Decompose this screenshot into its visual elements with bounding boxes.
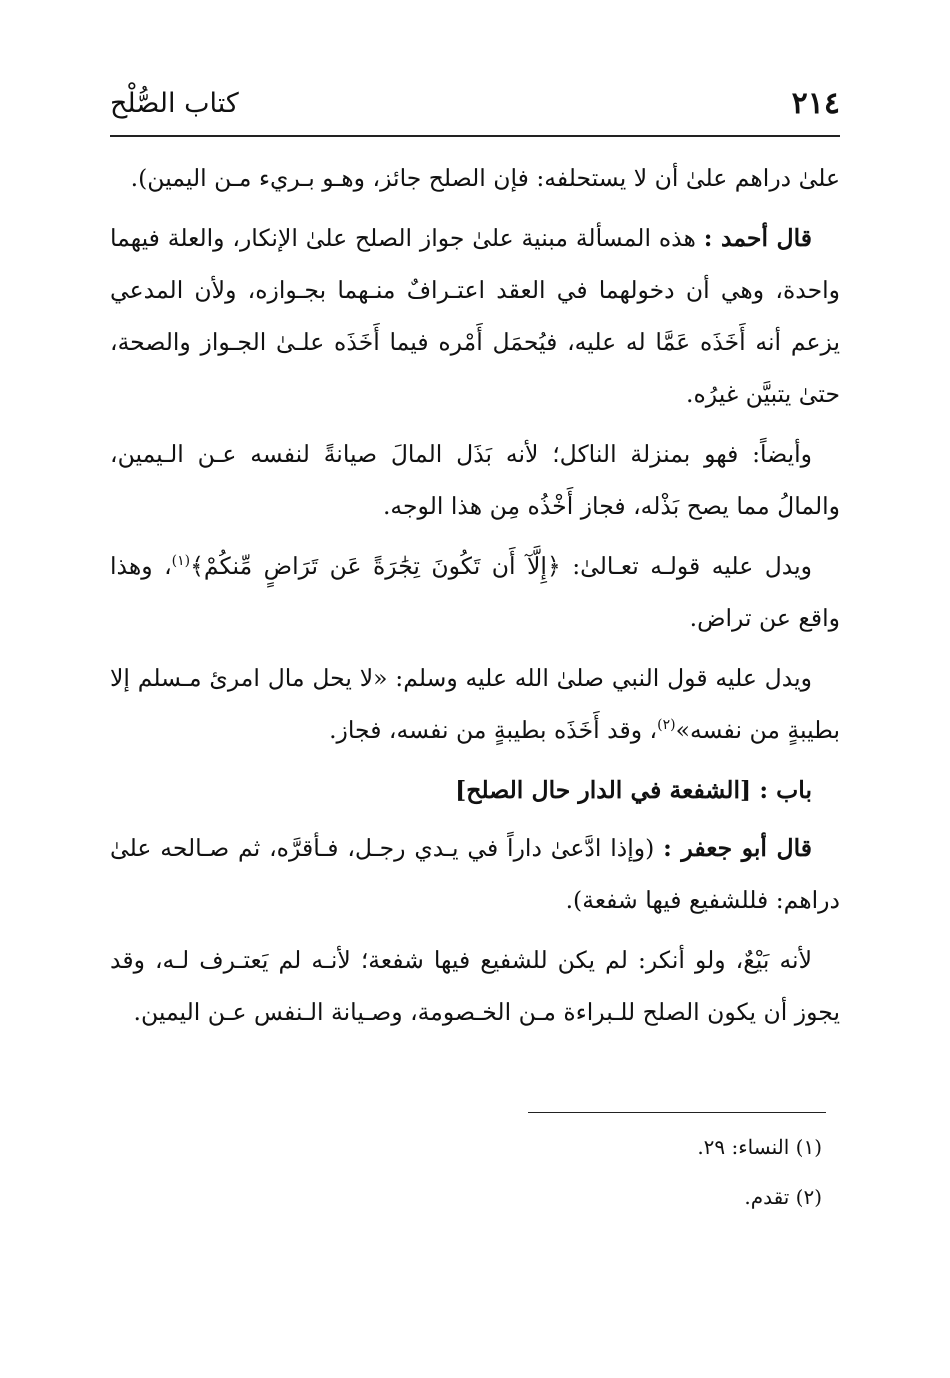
chapter-heading bbox=[110, 764, 840, 816]
paragraph-5-after: ، وقد أَخَذَه بطيبةٍ من نفسه، فجاز. bbox=[329, 716, 658, 744]
quran-verse: ﴿إِلَّآ أَن تَكُونَ تِجَٰرَةً عَن تَرَاضٍ مِّنكُمْ﴾ bbox=[190, 552, 561, 580]
paragraph-3 bbox=[110, 428, 840, 532]
footnote-ref-1: (١) bbox=[171, 553, 191, 570]
chapter-label: باب : bbox=[759, 776, 812, 804]
footnote-1: (١) النساء: ٢٩. bbox=[697, 1135, 822, 1159]
paragraph-7-text: لأنه بَيْعٌ، ولو أنكر: لم يكن للشفيع فيها شفعة؛ لأنـه لم يَعتـرف لـه، وقد يجوز أن يكون الصلح للـبراءة مـن الخـصومة، وصـيانة الـنفس عـن اليمين. bbox=[110, 946, 840, 1026]
page-header bbox=[110, 82, 840, 126]
chapter-title: [الشفعة في الدار حال الصلح] bbox=[455, 776, 752, 804]
paragraph-2-lead: قال أحمد : bbox=[703, 224, 813, 252]
footnote-separator bbox=[528, 1112, 826, 1113]
paragraph-1 bbox=[110, 152, 840, 204]
paragraph-6-lead: قال أبو جعفر : bbox=[663, 834, 812, 862]
paragraph-4-after: ، وهذا واقع عن تراض. bbox=[110, 552, 840, 632]
paragraph-5-before: ويدل عليه قول النبي صلىٰ الله عليه وسلم: «لا يحل مال امرئ مـسلم إلا بطيبةٍ من نفسه» bbox=[110, 664, 840, 744]
paragraph-1-text: علىٰ دراهم علىٰ أن لا يستحلفه: فإن الصلح جائز، وهـو بـريء مـن اليمين). bbox=[130, 164, 840, 192]
footnote-ref-2: (٢) bbox=[657, 717, 676, 734]
paragraph-4 bbox=[110, 540, 840, 644]
header-rule bbox=[110, 135, 840, 137]
paragraph-7 bbox=[110, 934, 840, 1038]
footnote-2: (٢) تقدم. bbox=[744, 1185, 822, 1209]
paragraph-3-text: وأيضاً: فهو بمنزلة الناكل؛ لأنه بَذَل المالَ صيانةً لنفسه عـن الـيمين، والمالُ مما يصح بَذْله، فجاز أَخْذُه مِن هذا الوجه. bbox=[110, 440, 840, 520]
paragraph-2-text: هذه المسألة مبنية علىٰ جواز الصلح علىٰ الإنكار، والعلة فيهما واحدة، وهي أن دخولهما في العقد اعتـرافٌ منـهما بجـوازه، ولأن المدعي يزعم أنه أَخَذَه عَمَّا له عليه، فيُحمَل أَمْره فيما أَخَذَه علـىٰ الجـواز والصحة، حتىٰ يتبيَّن غيرُه. bbox=[110, 224, 840, 408]
paragraph-5 bbox=[110, 652, 840, 756]
paragraph-2 bbox=[110, 212, 840, 420]
running-title: كتاب الصُّلْح bbox=[110, 88, 239, 119]
footnotes bbox=[422, 1122, 822, 1222]
main-text bbox=[110, 152, 840, 1046]
page-number: ٢١٤ bbox=[791, 86, 840, 121]
paragraph-4-before: ويدل عليه قولـه تعـالىٰ: bbox=[560, 552, 812, 580]
paragraph-6-text: (وإذا ادَّعىٰ داراً في يـدي رجـل، فـأقرَّه، ثم صـالحه علىٰ دراهم: فللشفيع فيها شفعة). bbox=[110, 834, 840, 914]
paragraph-6 bbox=[110, 822, 840, 926]
